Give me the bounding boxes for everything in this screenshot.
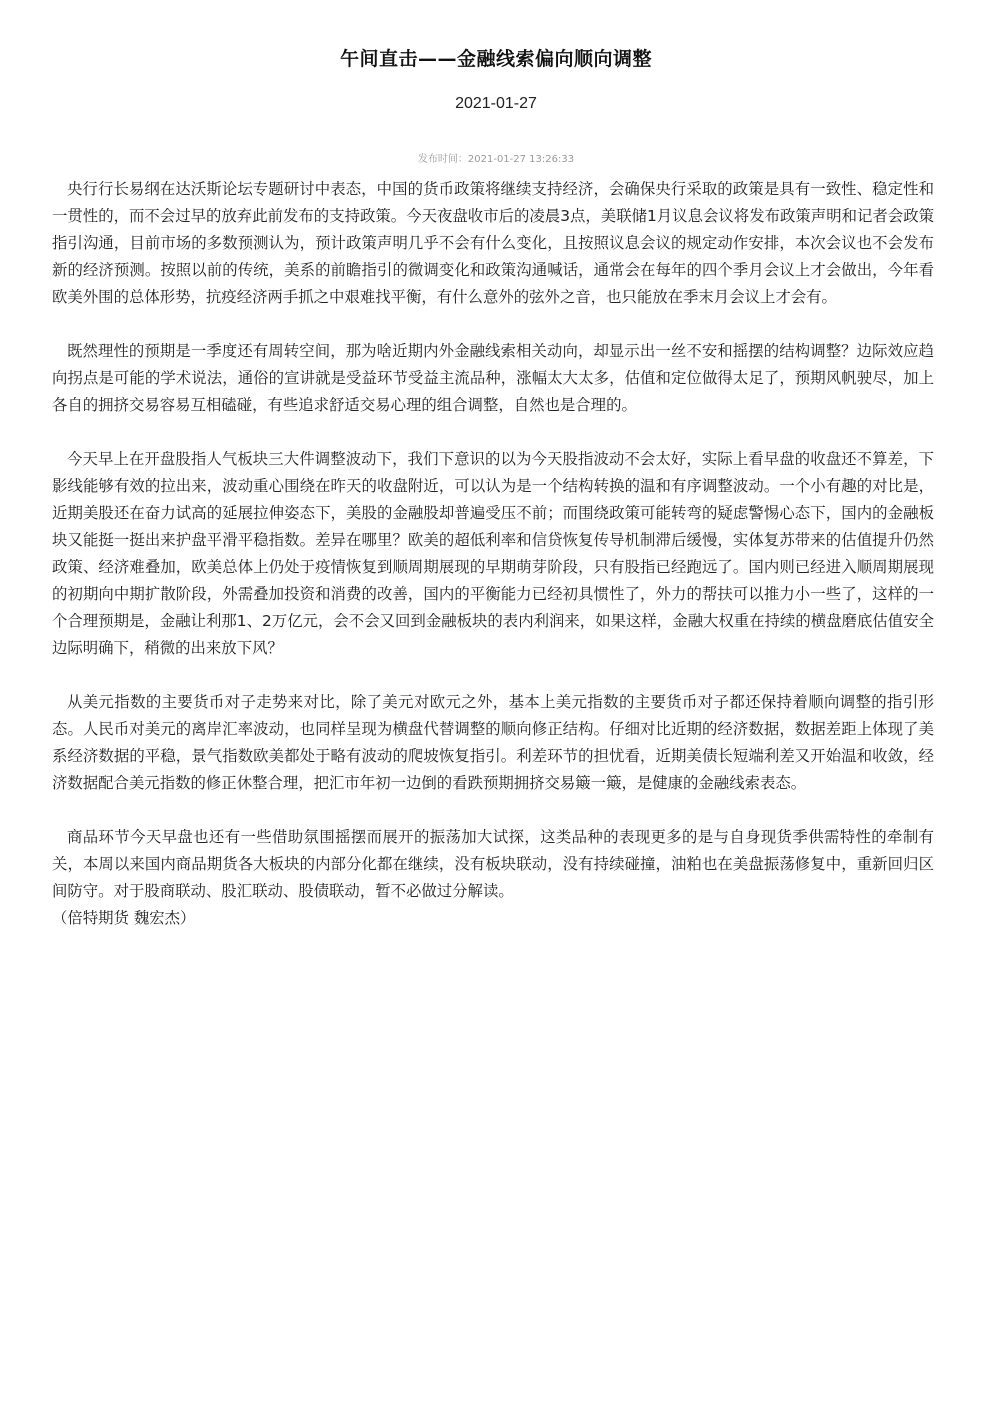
- paragraph-5: 商品环节今天早盘也还有一些借助氛围摇摆而展开的振荡加大试探，这类品种的表现更多的是与自身现货季供需特性的牵制有关，本周以来国内商品期货各大板块的内部分化都在继续，没有板块联动，没有持续碰撞，油粕也在美盘振荡修复中，重新回归区间防守。对于股商联动、股汇联动、股债联动，暂不必做过分解读。: [52, 828, 934, 900]
- article-body: [52, 176, 934, 932]
- paragraph-1: 央行行长易纲在达沃斯论坛专题研讨中表态，中国的货币政策将继续支持经济，会确保央行采取的政策是具有一致性、稳定性和一贯性的，而不会过早的放弃此前发布的支持政策。今天夜盘收市后的凌晨3点，美联储1月议息会议将发布政策声明和记者会政策指引沟通，目前市场的多数预测认为，预计政策声明几乎不会有什么变化，且按照议息会议的规定动作安排，本次会议也不会发布新的经济预测。按照以前的传统，美系的前瞻指引的微调变化和政策沟通喊话，通常会在每年的四个季月会议上才会做出，今年看欧美外围的总体形势，抗疫经济两手抓之中艰难找平衡，有什么意外的弦外之音，也只能放在季末月会议上才会有。: [52, 180, 934, 306]
- publish-time-line: [0, 150, 992, 165]
- article-title: 午间直击——金融线索偏向顺向调整: [339, 48, 652, 70]
- paragraph-2: 既然理性的预期是一季度还有周转空间，那为啥近期内外金融线索相关动向，却显示出一丝不安和摇摆的结构调整？边际效应趋向拐点是可能的学术说法，通俗的宣讲就是受益环节受益主流品种，涨幅太大太多，估值和定位做得太足了，预期风帆驶尽，加上各自的拥挤交易容易互相磕碰，有些追求舒适交易心理的组合调整，自然也是合理的。: [52, 342, 934, 414]
- paragraph-4: 从美元指数的主要货币对子走势来对比，除了美元对欧元之外，基本上美元指数的主要货币对子都还保持着顺向调整的指引形态。人民币对美元的离岸汇率波动，也同样呈现为横盘代替调整的顺向修正结构。仔细对比近期的经济数据，数据差距上体现了美系经济数据的平稳，景气指数欧美都处于略有波动的爬坡恢复指引。利差环节的担忧看，近期美债长短端利差又开始温和收敛，经济数据配合美元指数的修正休整合理，把汇市年初一边倒的看跌预期拥挤交易簸一簸，是健康的金融线索表态。: [52, 693, 934, 792]
- publish-time-value: 2021-01-27 13:26:33: [467, 154, 575, 165]
- author-signature: （倍特期货 魏宏杰）: [52, 909, 196, 927]
- paragraph-3: 今天早上在开盘股指人气板块三大件调整波动下，我们下意识的以为今天股指波动不会太好，实际上看早盘的收盘还不算差，下影线能够有效的拉出来，波动重心围绕在昨天的收盘附近，可以认为是一个结构转换的温和有序调整波动。一个小有趣的对比是，近期美股还在奋力试高的延展拉伸姿态下，美股的金融股却普遍受压不前；而围绕政策可能转弯的疑虑警惕心态下，国内的金融板块又能挺一挺出来护盘平滑平稳指数。差异在哪里？欧美的超低利率和信贷恢复传导机制滞后缓慢，实体复苏带来的估值提升仍然政策、经济难叠加，欧美总体上仍处于疫情恢复到顺周期展现的早期萌芽阶段，只有股指已经跑远了。国内则已经进入顺周期展现的初期向中期扩散阶段，外需叠加投资和消费的改善，国内的平衡能力已经初具惯性了，外力的帮扶可以推力小一些了，这样的一个合理预期是，金融让利那1、2万亿元，会不会又回到金融板块的表内利润来，如果这样，金融大权重在持续的横盘磨底估值安全边际明确下，稍微的出来放下风？: [52, 450, 934, 657]
- article-date: 2021-01-27: [455, 95, 537, 112]
- publish-time-label: 发布时间：: [417, 154, 468, 165]
